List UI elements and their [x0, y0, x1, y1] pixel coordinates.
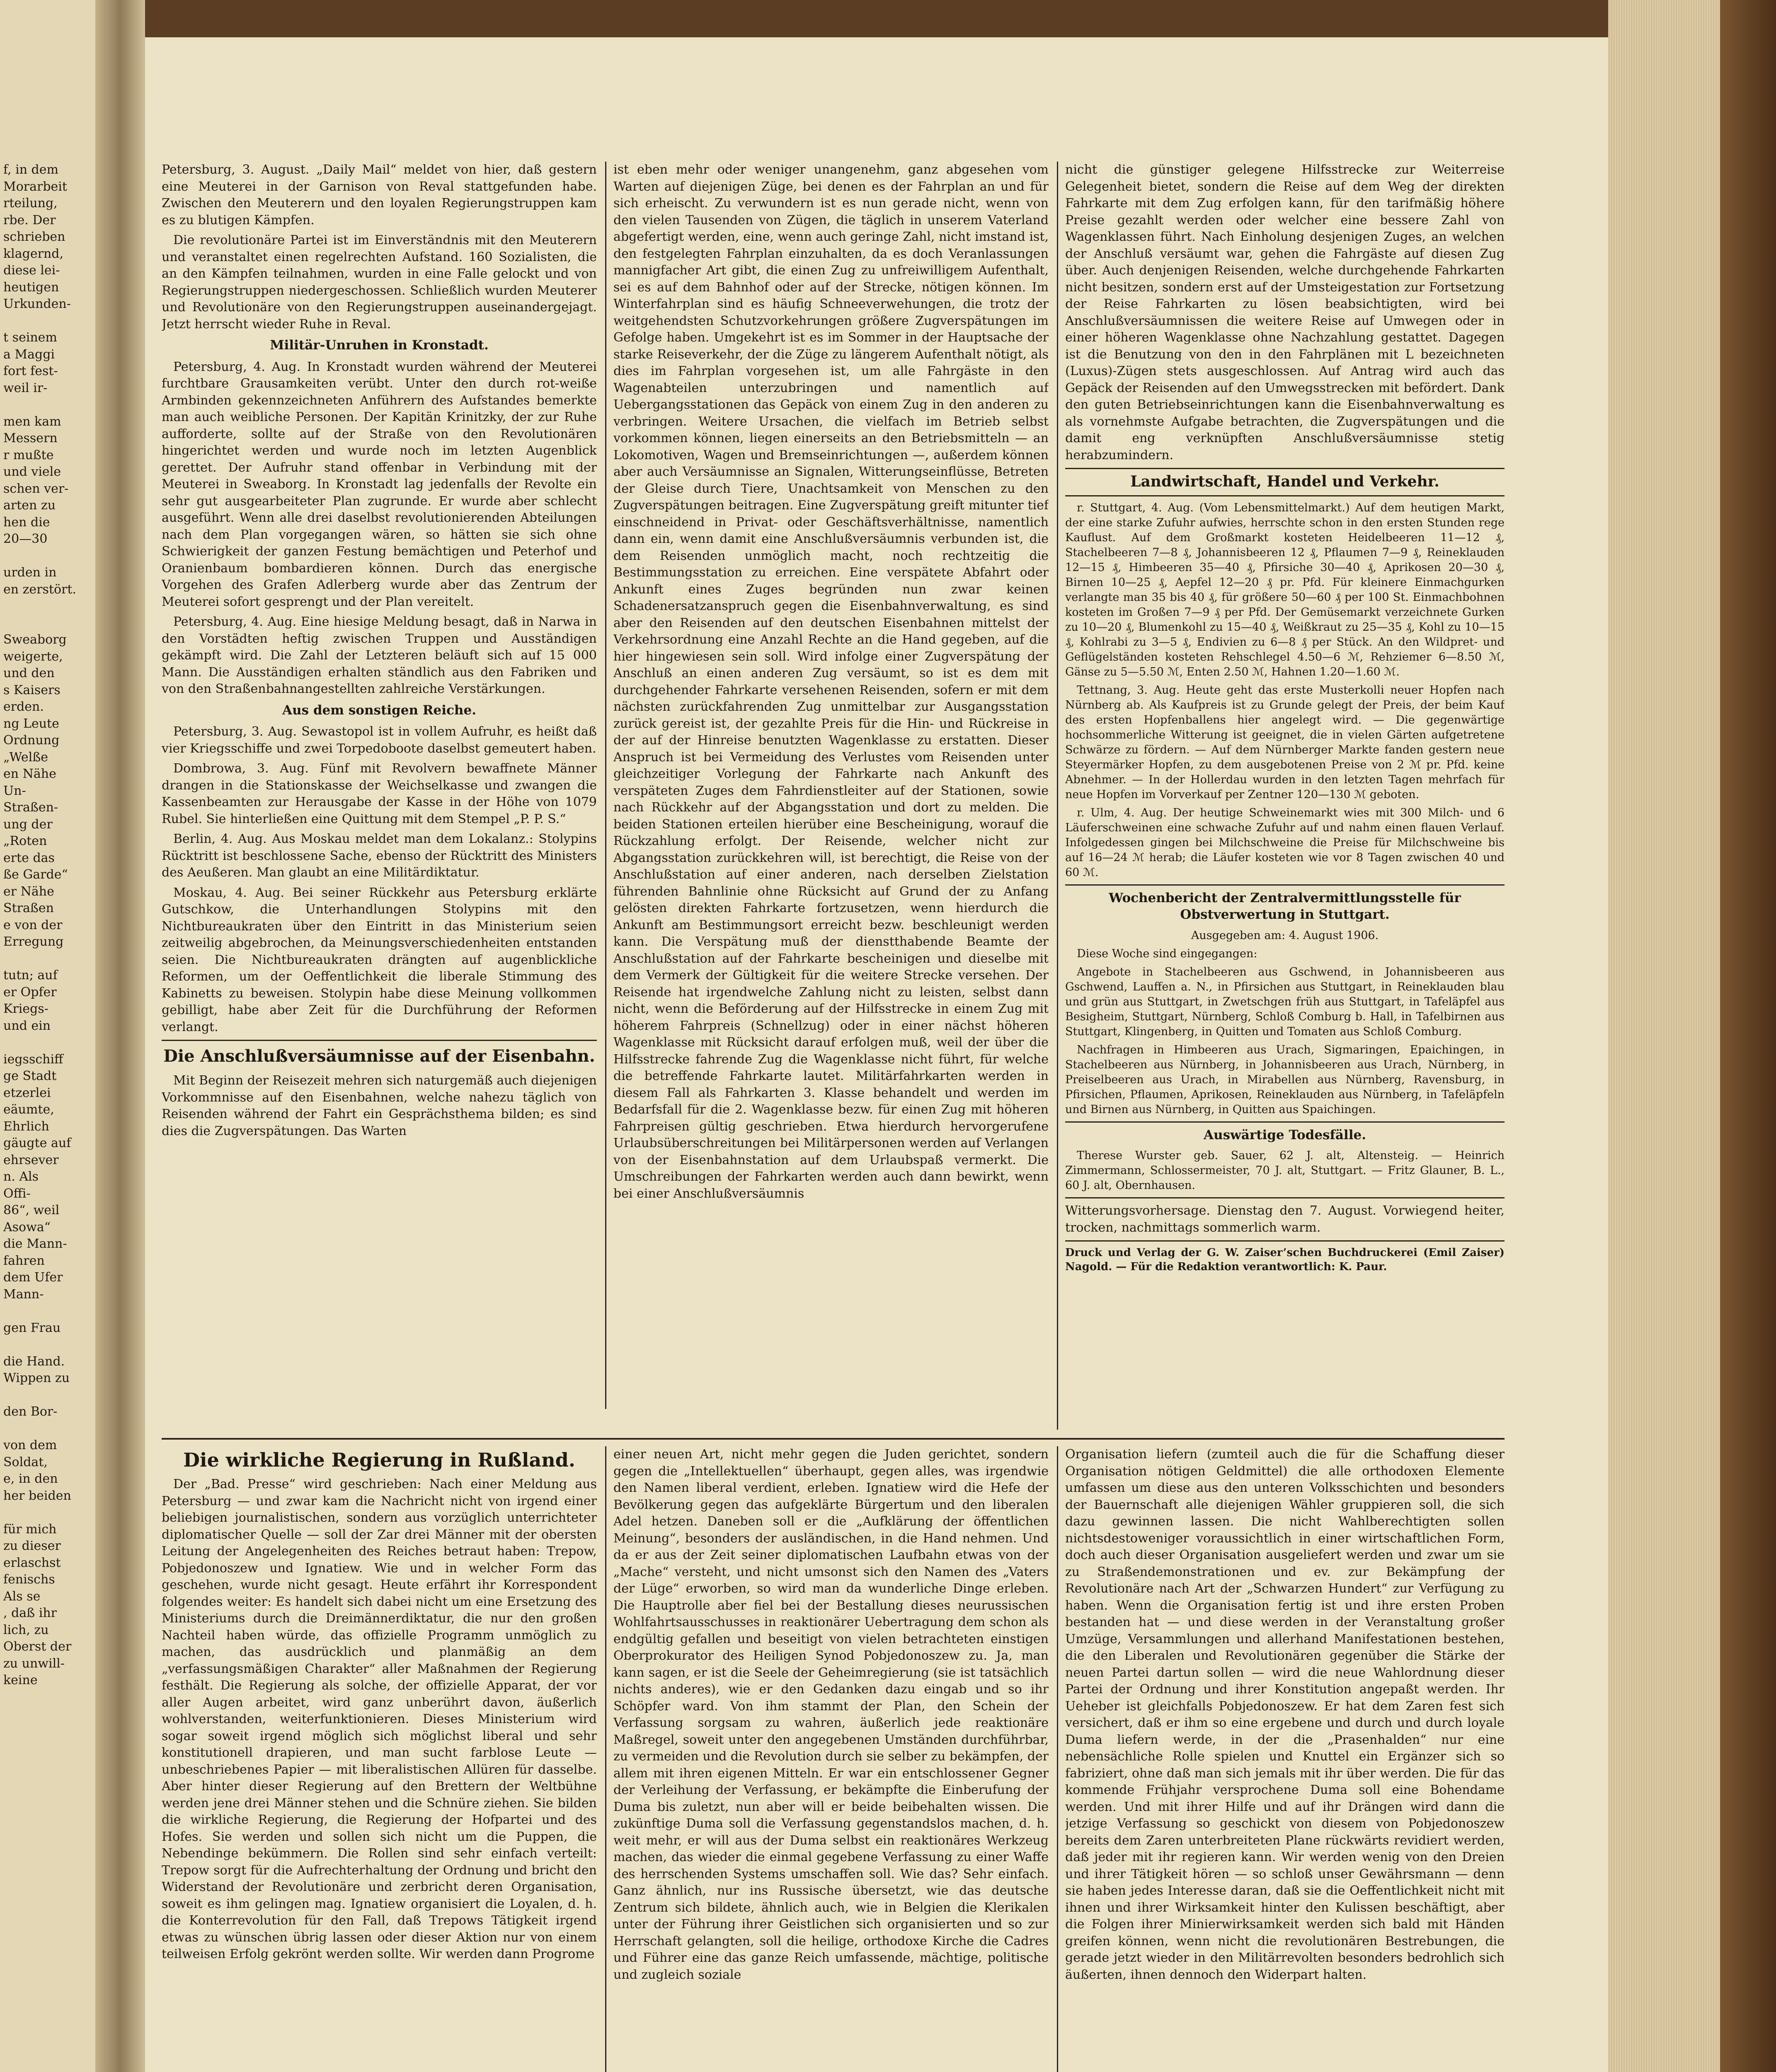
- left-page-line: Urkunden-: [3, 297, 71, 311]
- divider: [1065, 468, 1505, 469]
- left-page-line: en zerstört.: [3, 582, 76, 597]
- left-page-line: heutigen: [3, 280, 59, 295]
- article-eisenbahn-cont: ist eben mehr oder weniger unangenehm, ganz abgesehen vom Warten auf diejenigen Züge, bei denen es der Fahrplan an und für sich erheischt. Zu verwundern ist es nun gerade nicht, wenn von den vielen Tausenden von Zügen, die täglich in unserem Vaterland abgefertigt werden, eine, wenn auch geringe Zahl, nicht imstand ist, den festgelegten Fahrplan einzuhalten, da es doch Veranlassungen mannigfacher Art gibt, die einen Zug zu unfreiwilligem Aufenthalt, sei es auf dem Bahnhof oder auf der Strecke, nötigen können. Im Winterfahrplan sind es häufig Schneeverwehungen, die trotz der weitgehendsten Schutzvorkehrungen größere Zugverspätungen im Gefolge haben. Umgekehrt ist es im Sommer in der Hauptsache der starke Reiseverkehr, der die Züge zu längerem Aufenthalt nötigt, als dies im Fahrplan vorgesehen ist, um alle Fahrgäste in den Wagenabteilen unterzubringen und namentlich auf Uebergangsstationen das Gepäck von einem Zug in den anderen zu verbringen. Weitere Ursachen, die vielfach im Betrieb selbst vorkommen können, liegen einerseits an den Betriebsmitteln — an Lokomotiven, Wagen und Bremseinrichtungen —, außerdem können aber auch Versäumnisse an Signalen, Witterungseinflüsse, Betreten der Gleise durch Tiere, Unachtsamkeit von Menschen zu den Zugverspätungen beitragen. Eine Zugverspätung greift mitunter tief einschneidend in Privat- oder Geschäftsverhältnisse, namentlich dann ein, wenn damit eine Anschlußversäumnis verbunden ist, die dem Reisenden unmöglich macht, noch rechtzeitig die Bestimmungsstation zu erreichen. Eine verspätete Abfahrt oder Ankunft eines Zuges begründen nun zwar keinen Schadenersatzanspruch gegen die Eisenbahnverwaltung, es sind aber den Reisenden auf den deutschen Eisenbahnen mittelst der Verkehrsordnung eine Anzahl Rechte an die Hand gegeben, auf die hier hingewiesen sein soll. Wird infolge einer Zugverspätung der Anschluß an einen anderen Zug versäumt, so ist es dem mit durchgehender Fahrkarte versehenen Reisenden, sofern er mit dem nächsten zurückfahrenden Zug unmittelbar zur Ausgangsstation zurück gereist ist, der gezahlte Preis für die Hin- und Rückreise in der auf der Hinreise benutzten Wagenklasse zu erstatten. Dieser Anspruch ist bei Vermeidung des Verlustes vom Reisenden unter gleichzeitiger Vorlegung der Fahrkarte nach Ankunft des verspäteten Zuges dem Fahrdienstleiter auf der Stationen, sowie nach Rückkehr auf der Abgangsstation und dort zu melden. Die beiden Stationen erteilen hierüber eine Bescheinigung, worauf die Rückzahlung erfolgt. Der Reisende, welcher nicht zur Abgangsstation zurückkehren will, ist berechtigt, die Reise von der Anschlußstation auf einer anderen, nach derselben Zielstation führenden Bahnlinie ohne Rücksicht auf Grund der zu Anfang gelösten direkten Fahrkarte fortzusetzen, wenn hierdurch die Ankunft am Bestimmungsort erreicht bezw. beschleunigt werden kann. Die Verspätung muß der dienstthabende Beamte der Anschlußstation auf der Fahrkarte bescheinigen und dieselbe mit dem Vermerk der Gültigkeit für die weitere Strecke versehen. Der Reisende hat irgendwelche Zahlung nicht zu leisten, selbst dann nicht, wenn die Beförderung auf der Hilfsstrecke in einem Zug mit höherem Fahrpreis (Schnellzug) oder in einer nächst höheren Wagenklasse mit Rücksicht darauf erfolgen muß, weil der über die Hilfsstrecke fahrende Zug die Wagenklasse nicht führt, für welche die betreffende Fahrkarte lautet. Militärfahrkarten werden in diesem Fall als Fahrkarten 3. Klasse behandelt und werden im Bedarfsfall für die 2. Wagenklasse bezw. für einen Zug mit höheren Fahrpreisen gültig geschrieben. Etwa hierdurch hervorgerufene Urlaubsüberschreitungen bei Militärpersonen werden auf Verlangen von der Eisenbahnstation auf dem Urlaubspaß vermerkt. Die Umschreibungen der Fahrkarten werden auch dann bewirkt, wenn bei einer Anschlußversäumnis: [613, 162, 1049, 1201]
- bottom-column-2: [613, 1446, 1049, 2072]
- section-rule: [162, 1438, 1505, 1440]
- left-page-line: und den: [3, 666, 55, 680]
- left-page-line: Messern: [3, 431, 58, 445]
- weather-forecast: Witterungsvorhersage. Dienstag den 7. August. Vorwiegend heiter, trocken, nachmittags sommerlich warm.: [1065, 1203, 1505, 1235]
- left-page-line: 86“, weil: [3, 1203, 60, 1218]
- article-moskau: Moskau, 4. Aug. Bei seiner Rückkehr aus Petersburg erklärte Gutschkow, die Unterhandlungen Stolypins mit den Nichtbureaukraten über den Eintritt in das Ministerium seien zeitweilig abgebrochen, da Meinungsverschiedenheiten entstanden seien. Die Nichtbureaukraten drängten auf augenblickliche Reformen, um der Oeffentlichkeit die liberale Stimmung des Kabinetts zu beweisen. Stolypin habe diese Meinung vollkommen gebilligt, habe aber Zeit für die Durchführung der Reformen verlangt.: [162, 885, 597, 1034]
- left-page-line: ng Leute: [3, 716, 59, 731]
- left-page-line: Morarbeit: [3, 179, 67, 194]
- left-page-line: zu unwill-: [3, 1656, 65, 1671]
- left-page-line: eäumte,: [3, 1102, 54, 1117]
- imprint: Druck und Verlag der G. W. Zaiser’schen Buchdruckerei (Emil Zaiser) Nagold. — Für die Redaktion verantwortlich: K. Paur.: [1065, 1247, 1505, 1273]
- left-page-line: t seinem: [3, 330, 57, 345]
- divider: [1065, 884, 1505, 886]
- article-narwa: Petersburg, 4. Aug. Eine hiesige Meldung besagt, daß in Narwa in den Vorstädten heftig zwischen Truppen und Ausständigen gekämpft wird. Die Zahl der Letzteren beläuft sich auf 15 000 Mann. Die Ausständigen erhalten ständlich aus den Fabriken und von den Straßenbahnangestellten zahlreiche Verstärkungen.: [162, 615, 597, 696]
- column-rule: [605, 162, 606, 1409]
- top-column-2: [613, 162, 1049, 1409]
- wochenbericht-nachfragen: Nachfragen in Himbeeren aus Urach, Sigmaringen, Epaichingen, in Stachelbeeren aus Nürnberg, in Johannisbeeren aus Urach, Nürnberg, in Preiselbeeren aus Urach, in Mirabellen aus Nürnberg, Ravensburg, in Pfirsichen, Pflaumen, Aprikosen, Reineklauden aus Nürnberg, in Tafeläpfeln und Birnen aus Nürnberg, in Quitten aus Spaichingen.: [1065, 1043, 1505, 1116]
- article-regierung-3: Organisation liefern (zumteil auch die für die Schaffung dieser Organisation nötigen Geldmittel) die alle orthodoxen Elemente umfassen um diese aus den unteren Volksschichten und besonders der Bauernschaft alle diejenigen Wähler gruppieren soll, die sich dazu gewinnen lassen. Die nicht Wahlberechtigten sollen nichtsdestoweniger voraussichtlich in einer wirtschaftlichen Form, doch auch dieser Organisation ausgeliefert werden und zwar um sie zu Straßendemonstrationen und ev. zur Bekämpfung der Revolutionäre nach Art der „Schwarzen Hundert“ zur Verfügung zu haben. Wenn die Organisation fertig ist und ihre ersten Proben bestanden hat — und diese werden in der Veranstaltung großer Umzüge, Versammlungen und allerhand Manifestationen bestehen, die den Liberalen und Revolutionären gegenüber die Stärke der neuen Partei dartun sollen — wird die neue Wahlordnung dieser Partei der Ordnung und ihrer Konstitution angepaßt werden. Ihr Ueheber ist gleichfalls Pobjedonoszew. Er hat dem Zaren fest sich versichert, daß er ihm so eine ergebene und durch und durch loyale Duma liefern werde, in der die „Prasenhalden“ nur eine nebensächliche Rolle spielen und Knuttel ein Ergänzer sich so fabriziert, ohne daß man sich jemals mit ihr über werden. Die für das kommende Frühjahr versprochene Duma soll eine Bohendame werden. Und mit ihrer Hilfe und auf ihr Drängen wird dann die jetzige Verfassung so geschickt von diesem von Pobjedonoszew bereits dem Zaren unterbreiteten Plane rückwärts revidiert werden, daß jeder mit ihr regieren kann. Wir werden wenig von den Dreien und ihrer Tätigkeit hören — so schloß unser Gewährsmann — denn sie haben jedes Interesse daran, daß sie die Oeffentlichkeit nicht mit ihnen und ihrer Wirksamkeit hinter den Kulissen beschäftigt, aber die Folgen ihrer Minierwirksamkeit werden sich bald mit Händen greifen können, wenn nicht die revolutionären Bestrebungen, die gerade jetzt wieder in den Militärrevolten besonders bedrohlich sich äußerten, ihnen dennoch den Widerpart halten.: [1065, 1447, 1505, 1982]
- left-page-line: gen Frau: [3, 1320, 61, 1335]
- left-page-line: für mich: [3, 1522, 57, 1537]
- left-page-line: Straßen-: [3, 800, 58, 815]
- divider: [1065, 1197, 1505, 1198]
- left-page-line: weigerte,: [3, 649, 63, 664]
- article-reval: Petersburg, 3. August. „Daily Mail“ meldet von hier, daß gestern eine Meuterei in der Garnison von Reval stattgefunden habe. Zwischen den Meuterern und den loyalen Regierungstruppen kam es zu blutigen Kämpfen.: [162, 162, 597, 228]
- left-page-line: tutn; auf: [3, 968, 58, 983]
- left-page-line: er Nähe: [3, 884, 54, 899]
- heading-kronstadt: Militär-Unruhen in Kronstadt.: [270, 338, 489, 353]
- divider: [162, 1040, 597, 1041]
- left-page-line: etzerlei: [3, 1085, 51, 1100]
- column-rule: [605, 1446, 606, 2072]
- article-sewastopol: Petersburg, 3. Aug. Sewastopol ist in vollem Aufruhr, es heißt daß vier Kriegsschiffe und zwei Torpedoboote daselbst gemeutert haben.: [162, 724, 597, 756]
- left-page-line: hen die: [3, 515, 50, 530]
- left-page-line: f, in dem: [3, 162, 58, 177]
- article-stuttgart-markt: r. Stuttgart, 4. Aug. (Vom Lebensmittelmarkt.) Auf dem heutigen Markt, der eine starke Zufuhr aufwies, herrschte schon in den ersten Stunden rege Kauflust. Auf dem Großmarkt kosteten Heidelbeeren 11—12 ₰, Stachelbeeren 7—8 ₰, Johannisbeeren 12 ₰, Pflaumen 7—9 ₰, Reineklauden 12—15 ₰, Himbeeren 35—40 ₰, Pfirsiche 30—40 ₰, Aprikosen 20—30 ₰, Birnen 10—25 ₰, Aepfel 12—20 ₰ pr. Pfd. Für kleinere Einmachgurken verlangte man 35 bis 40 ₰, für größere 50—60 ₰ per 100 St. Einmachbohnen kosteten im Großen 7—9 ₰ per Pfd. Der Gemüsemarkt verzeichnete Gurken zu 10—20 ₰, Blumenkohl zu 15—40 ₰, Weißkraut zu 25—35 ₰, Kohl zu 10—15 ₰, Kohlrabi zu 3—5 ₰, Endivien zu 6—8 ₰ per Stück. An den Wildpret- und Geflügelständen kosteten Rehschlegel 4.50—6 ℳ, Rehziemer 6—8.50 ℳ, Gänse zu 5—5.50 ℳ, Enten 2.50 ℳ, Hahnen 1.20—1.60 ℳ.: [1065, 501, 1505, 678]
- article-reval-cont: Die revolutionäre Partei ist im Einverständnis mit den Meuterern und veranstaltet einen regelrechten Aufstand. 160 Sozialisten, die an den Kämpfen teilnahmen, wurden in eine Falle gelockt und von Regierungstruppen niedergeschossen. Schließlich wurden Meuterer und Revolutionäre von den Regierungstruppen auseinandergejagt. Jetzt herrscht wieder Ruhe in Reval.: [162, 233, 597, 332]
- left-page-line: n. Als: [3, 1169, 39, 1184]
- left-page-line: erden.: [3, 700, 44, 714]
- left-page-line: Soldat,: [3, 1455, 48, 1469]
- left-page-line: fahren: [3, 1253, 45, 1268]
- left-page-line: schen ver-: [3, 481, 69, 496]
- left-page-line: erte das: [3, 850, 55, 865]
- left-page-line: den Bor-: [3, 1404, 58, 1419]
- column-rule: [1057, 162, 1058, 1430]
- left-page-line: , daß ihr: [3, 1606, 57, 1620]
- left-page-line: en Nähe: [3, 767, 56, 781]
- left-page-line: klagernd,: [3, 246, 64, 261]
- heading-todesfaelle: Auswärtige Todesfälle.: [1204, 1127, 1366, 1143]
- left-page-line: diese lei-: [3, 263, 60, 278]
- left-page-line: urden in: [3, 565, 57, 580]
- divider: [1065, 1121, 1505, 1123]
- left-page-line: Mann-: [3, 1287, 44, 1302]
- heading-reiche: Aus dem sonstigen Reiche.: [282, 702, 476, 718]
- bottom-column-3: [1065, 1446, 1505, 2072]
- left-page-line: e von der: [3, 917, 63, 932]
- left-page-line: a Maggi: [3, 347, 55, 362]
- left-page-line: rbe. Der: [3, 213, 56, 228]
- article-dombrowa: Dombrowa, 3. Aug. Fünf mit Revolvern bewaffnete Männer drangen in die Stationskasse der Weichselkasse und zwangen die Kassenbeamten zur Herausgabe der Kasse in der Höhe von 1079 Rubel. Sie hinterließen eine Quittung mit dem Stempel „P. P. S.“: [162, 761, 597, 826]
- left-page-line: Kriegs-: [3, 1002, 48, 1016]
- left-page-line: Offi-: [3, 1186, 31, 1201]
- book-cover-spine: [1720, 0, 1776, 2072]
- article-kronstadt: Petersburg, 4. Aug. In Kronstadt wurden während der Meuterei furchtbare Grausamkeiten verübt. Unter den durch rot-weiße Armbinden gekennzeichneten Anführern des Aufstandes bemerkte man auch weibliche Personen. Der Kapitän Krinitzky, der zur Ruhe aufforderte, sollte auf der Straße von den Revolutionären hingerichtet werden und wurde noch im letzten Augenblick gerettet. Der Aufruhr stand offenbar in Verbindung mit der Meuterei in Sweaborg. In Kronstadt lag jedenfalls der Revolte ein sehr gut ausgearbeiteter Plan zugrunde. Er wurde aber schlecht ausgeführt. Wenn alle drei daselbst revolutionierenden Abteilungen nach dem Plan vorgegangen wären, so hätten sie sich ohne Schwierigkeit der ganzen Festung bemächtigen und Peterhof und Oranienbaum bombardieren können. Durch das energische Vorgehen des Grafen Adlerberg wurde aber das Zentrum der Meuterei sofort gesprengt und der Plan vereitelt.: [162, 359, 597, 609]
- left-page-line: her beiden: [3, 1488, 71, 1503]
- left-page-line: zu dieser: [3, 1539, 61, 1553]
- left-page-line: und viele: [3, 465, 61, 479]
- newspaper-page: [145, 37, 1608, 2072]
- left-page-line: Ordnung: [3, 733, 60, 748]
- left-page-line: ung der: [3, 817, 53, 832]
- article-eisenbahn-end: nicht die günstiger gelegene Hilfsstrecke zur Weiterreise Gelegenheit bietet, sondern die Reise auf dem Weg der direkten Fahrkarte mit dem Zug erfolgen kann, für den tarifmäßig höhere Preise gezahlt werden oder welcher eine bessere Zahl von Wagenklassen führt. Nach Einholung desjenigen Zuges, an welchen der Anschluß versäumt war, gehen die Fahrgäste auf diesen Zug über. Auch denjenigen Reisenden, welche durchgehende Fahrkarten nicht besitzen, sondern erst auf der Umsteigestation zur Fortsetzung der Reise Fahrkarten zu lösen beabsichtigten, wird bei Anschlußversäumnissen die weitere Reise auf Umwegen oder in einer höheren Wagenklasse ohne Nachzahlung gestattet. Dagegen ist die Benutzung von den in den Fahrplänen mit L bezeichneten (Luxus)-Zügen stets ausgeschlossen. Auf Antrag wird auch das Gepäck der Reisenden auf den Umwegsstrecken mit befördert. Dank den guten Betriebseinrichtungen kann die Eisenbahnverwaltung es als vornehmste Aufgabe betrachten, die Zugverspätungen und die damit eng verknüpften Anschlußversäumnisse stetig herabzumindern.: [1065, 162, 1505, 462]
- left-page-line: „Welße: [3, 750, 48, 765]
- left-page-line: Un-: [3, 783, 26, 798]
- top-column-1: [162, 162, 597, 1409]
- left-page-line: Asowa“: [3, 1220, 51, 1234]
- left-page-line: iegsschiff: [3, 1052, 63, 1067]
- article-regierung-1: Der „Bad. Presse“ wird geschrieben: Nach einer Meldung aus Petersburg — und zwar kam die Nachricht nicht von irgend einer beliebigen journalistischen, sondern aus vorzüglich unterrichteter diplomatischer Quelle — soll der Zar drei Männer mit der obersten Leitung der Angelegenheiten des Reiches betraut haben: Trepow, Pobjedonoszew und Ignatiew. Wie und in welcher Form das geschehen, wurde nicht gesagt. Heute erfährt ihr Korrespondent folgendes weiter: Es handelt sich dabei nicht um eine Ersetzung des Ministeriums durch die Dreimännerdiktatur, die nur den großen Nachteil haben würde, das offizielle Programm unmöglich zu machen, das ausdrücklich und planmäßig an dem „verfassungsmäßigen Charakter“ aller Maßnahmen der Regierung festhält. Die Regierung als solche, der offizielle Apparat, der vor aller Augen arbeitet, wird ganz unberührt davon, äußerlich wohlverstanden, weiterfunktionieren. Dieses Ministerium wird sogar soweit irgend möglich sich möglichst liberal und sehr konstitutionell drapieren, und man sucht farblose Leute — unbeschriebenes Papier — mit liberalistischen Allüren für dasselbe. Aber hinter dieser Regierung auf den Brettern der Weltbühne werden jene drei Männer stehen und die Schnüre ziehen. Sie bilden die wirkliche Regierung, die Regierung der Hofpartei und des Hofes. Sie werden und sollen sich nicht um die Puppen, die Nebendinge bekümmern. Die Rollen sind sehr einfach verteilt: Trepow sorgt für die Aufrechterhaltung der Ordnung und bricht den Widerstand der Revolutionäre und zerbricht deren Organisation, soweit es ihm gelingen mag. Ignatiew organisiert die Loyalen, d. h. die Konterrevolution für den Fall, daß Trepows Tätigkeit irgend etwas zu wünschen übrig lassen oder dieser Aktion nur von einem teilweisen Erfolg gekrönt werden sollte. Wir werden dann Progrome: [162, 1477, 597, 1961]
- top-column-3: [1065, 162, 1505, 1430]
- book-gutter: [95, 0, 145, 2072]
- todesfaelle: Therese Wurster geb. Sauer, 62 J. alt, Altensteig. — Heinrich Zimmermann, Schlossermeister, 70 J. alt, Stuttgart. — Fritz Glauner, B. L., 60 J. alt, Obernhausen.: [1065, 1149, 1505, 1192]
- bottom-column-1: [162, 1446, 597, 2072]
- left-page-line: weil ir-: [3, 380, 48, 395]
- left-page-line: lich, zu: [3, 1622, 49, 1637]
- left-page-line: men kam: [3, 414, 61, 429]
- left-page-line: keine: [3, 1673, 38, 1687]
- left-page-line: ehrsever: [3, 1152, 59, 1167]
- divider: [1065, 1240, 1505, 1242]
- article-eisenbahn-start: Mit Beginn der Reisezeit mehren sich naturgemäß auch diejenigen Vorkommnisse auf den Eisenbahnen, welche nahezu täglich von Reisenden während der Fahrt ein Gesprächsthema bilden; es sind dies die Zugverspätungen. Das Warten: [162, 1073, 597, 1138]
- left-page-line: ge Stadt: [3, 1069, 57, 1083]
- left-page-line: dem Ufer: [3, 1270, 63, 1285]
- left-page-line: fort fest-: [3, 364, 58, 378]
- left-page-line: „Roten: [3, 834, 47, 848]
- left-page-line: Ehrlich: [3, 1119, 49, 1134]
- left-page-line: und ein: [3, 1018, 51, 1033]
- left-page-line: erlaschst: [3, 1555, 61, 1570]
- left-page-line: Sweaborg: [3, 632, 67, 647]
- left-page-line: Als se: [3, 1589, 41, 1604]
- left-page-line: Wippen zu: [3, 1371, 70, 1385]
- wochenbericht-angebote: Angebote in Stachelbeeren aus Gschwend, in Johannisbeeren aus Gschwend, Lauffen a. N., in Pfirsichen aus Stuttgart, in Reineklauden blau und grün aus Stuttgart, in Zwetschgen früh aus Stuttgart, in Tafeläpfel aus Besigheim, Stuttgart, Nürnberg, Schloß Comburg b. Hall, in Tafelbirnen aus Stuttgart, Klingenberg, in Quitten und Tomaten aus Schloß Comburg.: [1065, 965, 1505, 1038]
- left-page-line: ße Garde“: [3, 867, 68, 882]
- article-tettnang: Tettnang, 3. Aug. Heute geht das erste Musterkolli neuer Hopfen nach Nürnberg ab. Als Kaufpreis ist zu Grunde gelegt der Preis, der beim Kauf des ersten Hopfenballens hier angelegt wird. — Die gegenwärtige hochsommerliche Witterung ist geeignet, die in vielen Gärten aufgetretene Schwärze zu fördern. — Auf dem Nürnberger Markte fanden gestern neue Steyermärker Hopfen, zu dem ausgebotenen Preise von 2 ℳ pr. Pfd. keine Abnehmer. — In der Hollerdau wurden in den letzten Tagen mehrfach für neue Hopfen im Vorverkauf per Zentner 120—130 ℳ geboten.: [1065, 683, 1505, 801]
- left-page-line: von dem: [3, 1438, 57, 1452]
- left-page-line: s Kaisers: [3, 683, 61, 697]
- left-page-line: die Mann-: [3, 1237, 67, 1251]
- wochenbericht-date: Ausgegeben am: 4. August 1906.: [1191, 929, 1379, 942]
- column-rule: [1057, 1446, 1058, 2072]
- heading-wochenbericht: Wochenbericht der Zentralvermittlungsstelle für Obstverwertung in Stuttgart.: [1109, 890, 1461, 922]
- left-page-line: Straßen: [3, 901, 54, 915]
- article-regierung-2: einer neuen Art, nicht mehr gegen die Juden gerichtet, sondern gegen die „Intellektuellen“ überhaupt, gegen alles, was irgendwie den Namen liberal verdient, erleben. Ignatiew wird die Hefe der Bevölkerung gegen das aufgeklärte Bürgertum und den liberalen Adel hetzen. Daneben soll er die „Aufklärung der öffentlichen Meinung“, besonders der ausländischen, in die Hand nehmen. Und da er aus der Zeit seiner diplomatischen Laufbahn etwas von der „Mache“ versteht, und nicht umsonst sich den Namen des „Vaters der Lüge“ erworben, so wird man da wunderliche Dinge erleben. Die Hauptrolle aber fiel bei der Bestallung dieses neurussischen Wohlfahrtsausschusses in reaktionärer Uebertragung dem schon als endgültig gefallen und beseitigt von vielen betrachteten einstigen Oberprokurator des Heiligen Synod Pobjedonoszew zu. Ja, man kann sagen, er ist die Seele der Geheimregierung (sie ist tatsächlich nichts anderes), wie er den Gedanken dazu eingab und so ihr Schöpfer ward. Von ihm stammt der Plan, den Schein der Verfassung sorgsam zu wahren, äußerlich jede reaktionäre Maßregel, soweit unter den angegebenen Umständen durchführbar, zu vermeiden und die Revolution durch sie selber zu bekämpfen, der allem mit ihren eigenen Mitteln. Er war ein entschlossener Gegner der Verleihung der Verfassung, er bekämpfte die Einberufung der Duma bis zuletzt, nun aber will er beide beibehalten wissen. Die zukünftige Duma soll die Verfassung gegenstandslos machen, d. h. weit mehr, er will aus der Duma selbst ein reaktionäres Werkzeug machen, das wieder die einmal gegebene Verfassung zu einer Waffe des herrschenden Systems umschaffen soll. Wie das? Sehr einfach. Ganz ähnlich, nur ins Russische übersetzt, wie das deutsche Zentrum sich bildete, ähnlich auch, wie in Belgien die Klerikalen unter der Führung ihrer Geistlichen sich organisierten und so zur Herrschaft gelangten, soll die heilige, orthodoxe Kirche die Cadres und Führer eine das ganze Reich umfassende, mächtige, politische und zugleich soziale: [613, 1447, 1049, 1982]
- left-page-line: die Hand.: [3, 1354, 65, 1369]
- left-page-line: gäugte auf: [3, 1136, 71, 1150]
- heading-eisenbahn: Die Anschlußversäumnisse auf der Eisenbahn.: [163, 1046, 595, 1066]
- left-page-line: arten zu: [3, 498, 56, 513]
- wochenbericht-intro: Diese Woche sind eingegangen:: [1077, 947, 1257, 960]
- heading-regierung-russland: Die wirkliche Regierung in Rußland.: [183, 1449, 575, 1471]
- left-page-line: Oberst der: [3, 1639, 72, 1654]
- left-page-line: schrieben: [3, 230, 65, 244]
- divider: [1065, 495, 1505, 496]
- left-page-line: e, in den: [3, 1472, 58, 1486]
- heading-landwirtschaft: Landwirtschaft, Handel und Verkehr.: [1130, 473, 1439, 490]
- left-page-line: 20—30: [3, 532, 48, 546]
- article-berlin: Berlin, 4. Aug. Aus Moskau meldet man dem Lokalanz.: Stolypins Rücktritt ist beschlossene Sache, ebenso der Rücktritt des Ministers des Aeußeren. Man glaubt an eine Militärdiktatur.: [162, 832, 597, 880]
- article-ulm: r. Ulm, 4. Aug. Der heutige Schweinemarkt wies mit 300 Milch- und 6 Läuferschweinen eine schwache Zufuhr auf und nahm einen flauen Verlauf. Infolgedessen gingen bei Milchschweine die Preise für Milchschweine bis auf 16—24 ℳ herab; die Läufer kosteten wie vor 8 Tagen zwischen 40 und 60 ℳ.: [1065, 806, 1505, 879]
- left-page-line: rteilung,: [3, 196, 58, 211]
- left-page-line: fenischs: [3, 1572, 55, 1587]
- left-page-line: er Opfer: [3, 985, 57, 1000]
- left-page-edge: [0, 0, 95, 2072]
- left-page-line: r mußte: [3, 448, 54, 462]
- left-page-line: Erregung: [3, 934, 64, 949]
